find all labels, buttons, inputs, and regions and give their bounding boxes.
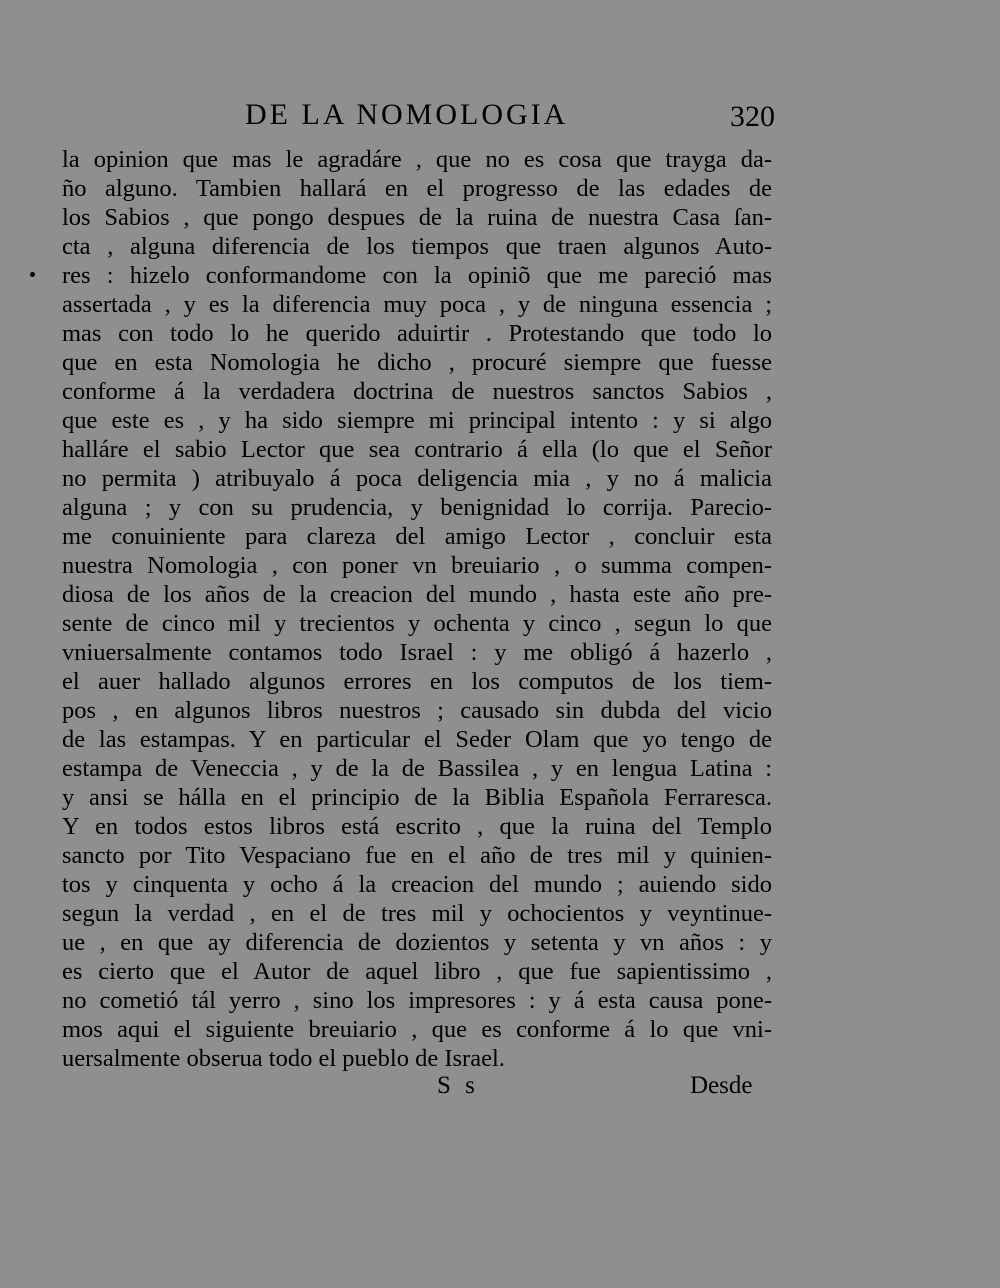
margin-ink-dot — [30, 272, 35, 277]
text-line: assertada , y es la diferencia muy poca , y de ninguna essencia ; — [62, 291, 772, 318]
text-line: res : hizelo conformandome con la opiniõ que me pareció mas — [62, 262, 772, 289]
text-line: alguna ; y con su prudencia, y benignidad lo corrija. Parecio- — [62, 494, 772, 521]
running-title: DE LA NOMOLOGIA — [245, 98, 569, 131]
text-line: no cometió tál yerro , sino los impresores : y á esta causa pone- — [62, 987, 772, 1014]
text-line: halláre el sabio Lector que sea contrario á ella (lo que el Señor — [62, 436, 772, 463]
text-line: de las estampas. Y en particular el Seder Olam que yo tengo de — [62, 726, 772, 753]
printer-signature: S s — [437, 1072, 479, 1099]
text-line: ue , en que ay diferencia de dozientos y setenta y vn años : y — [62, 929, 772, 956]
text-line: vniuersalmente contamos todo Israel : y me obligó á hazerlo , — [62, 639, 772, 666]
text-line: uersalmente obserua todo el pueblo de Israel. — [62, 1045, 505, 1072]
page-number: 320 — [730, 100, 775, 133]
text-line: la opinion que mas le agradáre , que no es cosa que trayga da- — [62, 146, 772, 173]
text-line: nuestra Nomologia , con poner vn breuiario , o summa compen- — [62, 552, 772, 579]
text-line: sente de cinco mil y trecientos y ochenta y cinco , segun lo que — [62, 610, 772, 637]
text-line: Y en todos estos libros está escrito , que la ruina del Templo — [62, 813, 772, 840]
text-line: segun la verdad , en el de tres mil y ochocientos y veyntinue- — [62, 900, 772, 927]
text-line: que este es , y ha sido siempre mi principal intento : y si algo — [62, 407, 772, 434]
text-line: mos aqui el siguiente breuiario , que es conforme á lo que vni- — [62, 1016, 772, 1043]
text-line: que en esta Nomologia he dicho , procuré siempre que fuesse — [62, 349, 772, 376]
text-line: me conuiniente para clareza del amigo Lector , concluir esta — [62, 523, 772, 550]
text-line: el auer hallado algunos errores en los computos de los tiem- — [62, 668, 772, 695]
text-line: diosa de los años de la creacion del mundo , hasta este año pre- — [62, 581, 772, 608]
text-line: ño alguno. Tambien hallará en el progresso de las edades de — [62, 175, 772, 202]
text-line: y ansi se hálla en el principio de la Biblia Española Ferraresca. — [62, 784, 772, 811]
body-text — [62, 145, 772, 1073]
text-line: tos y cinquenta y ocho á la creacion del mundo ; auiendo sido — [62, 871, 772, 898]
text-line: cta , alguna diferencia de los tiempos que traen algunos Auto- — [62, 233, 772, 260]
text-line: no permita ) atribuyalo á poca deligencia mia , y no á malicia — [62, 465, 772, 492]
text-line: mas con todo lo he querido aduirtir . Protestando que todo lo — [62, 320, 772, 347]
text-line: estampa de Veneccia , y de la de Bassilea , y en lengua Latina : — [62, 755, 772, 782]
text-line: pos , en algunos libros nuestros ; causado sin dubda del vicio — [62, 697, 772, 724]
catchword: Desde — [690, 1072, 753, 1099]
text-line: conforme á la verdadera doctrina de nuestros sanctos Sabios , — [62, 378, 772, 405]
text-line: los Sabios , que pongo despues de la ruina de nuestra Casa ſan- — [62, 204, 772, 231]
text-line: es cierto que el Autor de aquel libro , que fue sapientissimo , — [62, 958, 772, 985]
text-line: sancto por Tito Vespaciano fue en el año de tres mil y quinien- — [62, 842, 772, 869]
